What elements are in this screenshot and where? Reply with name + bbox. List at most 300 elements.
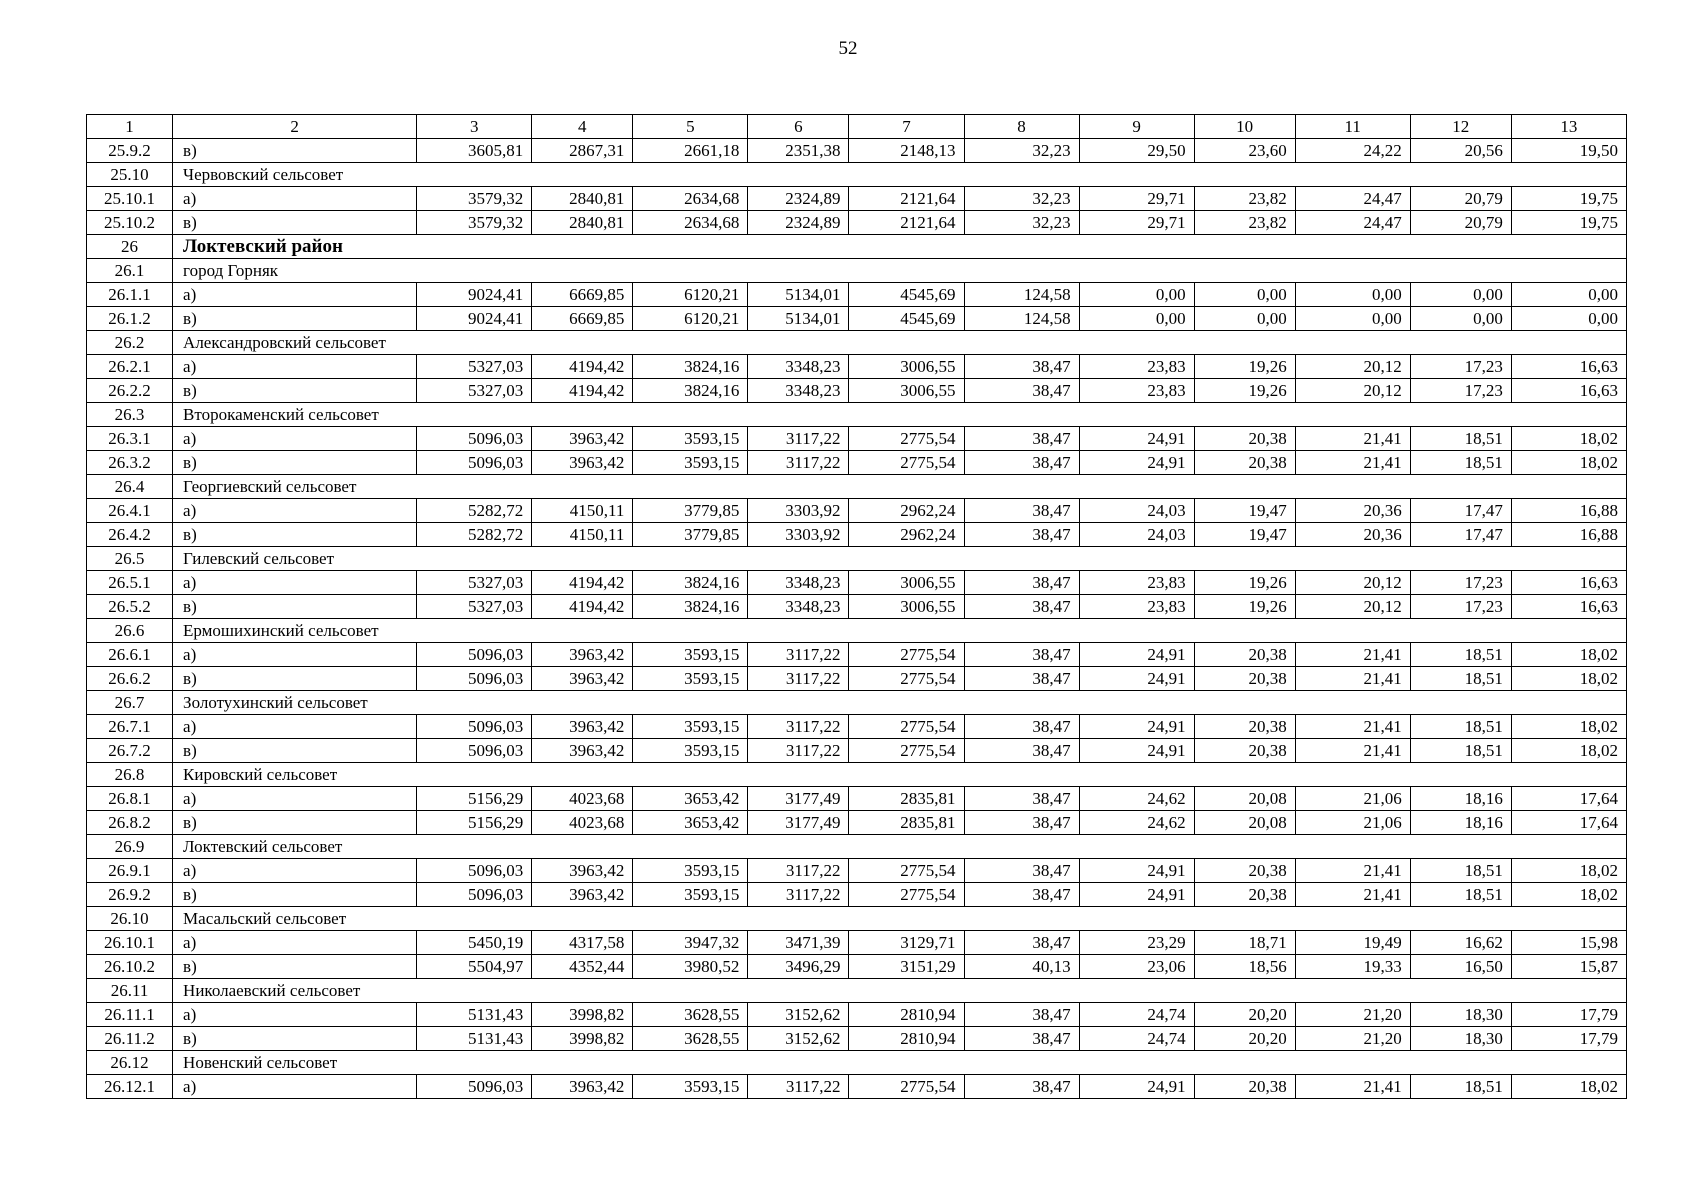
value-cell: 3006,55 xyxy=(849,571,964,595)
value-cell: 2775,54 xyxy=(849,883,964,907)
value-cell: 16,50 xyxy=(1410,955,1511,979)
value-cell: 3779,85 xyxy=(633,499,748,523)
value-cell: 4023,68 xyxy=(532,787,633,811)
value-cell: 3348,23 xyxy=(748,379,849,403)
value-cell: 23,06 xyxy=(1079,955,1194,979)
row-code-cell: 26.3 xyxy=(87,403,173,427)
row-code-cell: 26.1 xyxy=(87,259,173,283)
section-title-cell: Новенский сельсовет xyxy=(173,1051,1627,1075)
value-cell: 3579,32 xyxy=(417,211,532,235)
table-row xyxy=(87,355,1627,379)
table-row xyxy=(87,1075,1627,1099)
value-cell: 21,41 xyxy=(1295,643,1410,667)
value-cell: 0,00 xyxy=(1295,307,1410,331)
row-code-cell: 26.10.2 xyxy=(87,955,173,979)
value-cell: 3117,22 xyxy=(748,883,849,907)
value-cell: 38,47 xyxy=(964,1003,1079,1027)
row-code-cell: 26.11 xyxy=(87,979,173,1003)
row-code-cell: 26.5 xyxy=(87,547,173,571)
value-cell: 20,12 xyxy=(1295,355,1410,379)
value-cell: 38,47 xyxy=(964,379,1079,403)
value-cell: 38,47 xyxy=(964,523,1079,547)
value-cell: 17,79 xyxy=(1511,1027,1626,1051)
value-cell: 17,23 xyxy=(1410,379,1511,403)
row-code-cell: 26.6 xyxy=(87,619,173,643)
section-row xyxy=(87,619,1627,643)
value-cell: 18,30 xyxy=(1410,1027,1511,1051)
value-cell: 2775,54 xyxy=(849,859,964,883)
section-title-cell: Кировский сельсовет xyxy=(173,763,1627,787)
value-cell: 9024,41 xyxy=(417,307,532,331)
row-code-cell: 26.4 xyxy=(87,475,173,499)
value-cell: 2867,31 xyxy=(532,139,633,163)
table-row xyxy=(87,955,1627,979)
row-label-cell: а) xyxy=(173,787,417,811)
value-cell: 24,91 xyxy=(1079,739,1194,763)
value-cell: 3653,42 xyxy=(633,787,748,811)
row-label-cell: в) xyxy=(173,595,417,619)
value-cell: 38,47 xyxy=(964,787,1079,811)
value-cell: 5282,72 xyxy=(417,499,532,523)
value-cell: 18,02 xyxy=(1511,643,1626,667)
value-cell: 24,47 xyxy=(1295,187,1410,211)
row-code-cell: 26.12 xyxy=(87,1051,173,1075)
value-cell: 23,82 xyxy=(1194,187,1295,211)
value-cell: 3963,42 xyxy=(532,739,633,763)
value-cell: 5096,03 xyxy=(417,883,532,907)
header-cell: 6 xyxy=(748,115,849,139)
row-code-cell: 25.10 xyxy=(87,163,173,187)
row-code-cell: 26.11.2 xyxy=(87,1027,173,1051)
table-row xyxy=(87,739,1627,763)
value-cell: 3177,49 xyxy=(748,811,849,835)
row-code-cell: 26.9.2 xyxy=(87,883,173,907)
value-cell: 20,56 xyxy=(1410,139,1511,163)
value-cell: 2810,94 xyxy=(849,1027,964,1051)
value-cell: 5156,29 xyxy=(417,787,532,811)
value-cell: 3963,42 xyxy=(532,451,633,475)
value-cell: 3129,71 xyxy=(849,931,964,955)
value-cell: 24,91 xyxy=(1079,451,1194,475)
value-cell: 18,71 xyxy=(1194,931,1295,955)
value-cell: 0,00 xyxy=(1410,307,1511,331)
row-code-cell: 26.8.1 xyxy=(87,787,173,811)
value-cell: 3779,85 xyxy=(633,523,748,547)
value-cell: 21,06 xyxy=(1295,787,1410,811)
header-cell: 2 xyxy=(173,115,417,139)
table-row xyxy=(87,667,1627,691)
row-label-cell: в) xyxy=(173,211,417,235)
value-cell: 5096,03 xyxy=(417,451,532,475)
value-cell: 5096,03 xyxy=(417,427,532,451)
value-cell: 24,74 xyxy=(1079,1027,1194,1051)
value-cell: 18,02 xyxy=(1511,859,1626,883)
section-title-cell: Масальский сельсовет xyxy=(173,907,1627,931)
value-cell: 38,47 xyxy=(964,1075,1079,1099)
row-label-cell: в) xyxy=(173,955,417,979)
table-row xyxy=(87,931,1627,955)
value-cell: 20,38 xyxy=(1194,739,1295,763)
section-title-cell: Ермошихинский сельсовет xyxy=(173,619,1627,643)
table-row xyxy=(87,139,1627,163)
value-cell: 3117,22 xyxy=(748,739,849,763)
value-cell: 3824,16 xyxy=(633,379,748,403)
value-cell: 38,47 xyxy=(964,667,1079,691)
row-code-cell: 26.7 xyxy=(87,691,173,715)
value-cell: 38,47 xyxy=(964,931,1079,955)
value-cell: 21,41 xyxy=(1295,667,1410,691)
value-cell: 32,23 xyxy=(964,187,1079,211)
value-cell: 3980,52 xyxy=(633,955,748,979)
value-cell: 0,00 xyxy=(1511,283,1626,307)
value-cell: 3117,22 xyxy=(748,1075,849,1099)
row-code-cell: 26.8.2 xyxy=(87,811,173,835)
value-cell: 15,98 xyxy=(1511,931,1626,955)
value-cell: 2324,89 xyxy=(748,211,849,235)
value-cell: 2835,81 xyxy=(849,811,964,835)
value-cell: 21,41 xyxy=(1295,739,1410,763)
value-cell: 6120,21 xyxy=(633,283,748,307)
value-cell: 3593,15 xyxy=(633,883,748,907)
row-label-cell: а) xyxy=(173,715,417,739)
header-cell: 8 xyxy=(964,115,1079,139)
value-cell: 4150,11 xyxy=(532,523,633,547)
section-title-cell: Локтевский сельсовет xyxy=(173,835,1627,859)
value-cell: 20,12 xyxy=(1295,571,1410,595)
value-cell: 16,88 xyxy=(1511,523,1626,547)
row-code-cell: 26.4.1 xyxy=(87,499,173,523)
value-cell: 20,38 xyxy=(1194,715,1295,739)
value-cell: 24,91 xyxy=(1079,427,1194,451)
row-label-cell: а) xyxy=(173,499,417,523)
value-cell: 19,47 xyxy=(1194,499,1295,523)
value-cell: 24,91 xyxy=(1079,643,1194,667)
value-cell: 3593,15 xyxy=(633,451,748,475)
value-cell: 38,47 xyxy=(964,571,1079,595)
value-cell: 2810,94 xyxy=(849,1003,964,1027)
value-cell: 5282,72 xyxy=(417,523,532,547)
value-cell: 38,47 xyxy=(964,451,1079,475)
value-cell: 2835,81 xyxy=(849,787,964,811)
value-cell: 4317,58 xyxy=(532,931,633,955)
value-cell: 29,71 xyxy=(1079,211,1194,235)
value-cell: 16,63 xyxy=(1511,355,1626,379)
value-cell: 5096,03 xyxy=(417,739,532,763)
value-cell: 3628,55 xyxy=(633,1027,748,1051)
value-cell: 23,60 xyxy=(1194,139,1295,163)
value-cell: 3006,55 xyxy=(849,595,964,619)
value-cell: 21,06 xyxy=(1295,811,1410,835)
value-cell: 24,91 xyxy=(1079,1075,1194,1099)
value-cell: 3947,32 xyxy=(633,931,748,955)
row-code-cell: 26.5.1 xyxy=(87,571,173,595)
row-label-cell: в) xyxy=(173,667,417,691)
section-title-cell: Гилевский сельсовет xyxy=(173,547,1627,571)
value-cell: 23,29 xyxy=(1079,931,1194,955)
value-cell: 2775,54 xyxy=(849,739,964,763)
value-cell: 20,79 xyxy=(1410,211,1511,235)
table-row xyxy=(87,1027,1627,1051)
row-code-cell: 26.11.1 xyxy=(87,1003,173,1027)
table-header-row xyxy=(87,115,1627,139)
value-cell: 18,51 xyxy=(1410,643,1511,667)
row-code-cell: 26.2 xyxy=(87,331,173,355)
value-cell: 3963,42 xyxy=(532,859,633,883)
value-cell: 24,91 xyxy=(1079,715,1194,739)
table-row xyxy=(87,211,1627,235)
value-cell: 9024,41 xyxy=(417,283,532,307)
value-cell: 38,47 xyxy=(964,715,1079,739)
section-row xyxy=(87,691,1627,715)
value-cell: 18,02 xyxy=(1511,667,1626,691)
row-code-cell: 26.2.1 xyxy=(87,355,173,379)
value-cell: 3653,42 xyxy=(633,811,748,835)
section-title-cell: Локтевский район xyxy=(173,235,1627,259)
row-code-cell: 26.8 xyxy=(87,763,173,787)
row-code-cell: 26.7.2 xyxy=(87,739,173,763)
value-cell: 20,38 xyxy=(1194,427,1295,451)
value-cell: 19,75 xyxy=(1511,211,1626,235)
value-cell: 5096,03 xyxy=(417,643,532,667)
value-cell: 3117,22 xyxy=(748,451,849,475)
value-cell: 19,49 xyxy=(1295,931,1410,955)
value-cell: 4194,42 xyxy=(532,379,633,403)
value-cell: 3593,15 xyxy=(633,643,748,667)
value-cell: 24,22 xyxy=(1295,139,1410,163)
header-cell: 12 xyxy=(1410,115,1511,139)
value-cell: 18,51 xyxy=(1410,1075,1511,1099)
value-cell: 3963,42 xyxy=(532,883,633,907)
value-cell: 2324,89 xyxy=(748,187,849,211)
value-cell: 17,64 xyxy=(1511,787,1626,811)
value-cell: 21,41 xyxy=(1295,859,1410,883)
value-cell: 5096,03 xyxy=(417,1075,532,1099)
row-label-cell: в) xyxy=(173,739,417,763)
value-cell: 16,63 xyxy=(1511,571,1626,595)
value-cell: 19,26 xyxy=(1194,595,1295,619)
value-cell: 3963,42 xyxy=(532,1075,633,1099)
value-cell: 24,62 xyxy=(1079,787,1194,811)
value-cell: 3593,15 xyxy=(633,859,748,883)
value-cell: 0,00 xyxy=(1295,283,1410,307)
table-row xyxy=(87,307,1627,331)
value-cell: 18,02 xyxy=(1511,451,1626,475)
value-cell: 18,51 xyxy=(1410,715,1511,739)
header-cell: 1 xyxy=(87,115,173,139)
value-cell: 17,23 xyxy=(1410,355,1511,379)
value-cell: 3117,22 xyxy=(748,859,849,883)
row-label-cell: в) xyxy=(173,883,417,907)
value-cell: 18,51 xyxy=(1410,859,1511,883)
value-cell: 18,16 xyxy=(1410,787,1511,811)
value-cell: 4545,69 xyxy=(849,307,964,331)
value-cell: 38,47 xyxy=(964,859,1079,883)
value-cell: 21,41 xyxy=(1295,1075,1410,1099)
value-cell: 19,26 xyxy=(1194,379,1295,403)
table-row xyxy=(87,283,1627,307)
value-cell: 3348,23 xyxy=(748,595,849,619)
value-cell: 3117,22 xyxy=(748,667,849,691)
value-cell: 38,47 xyxy=(964,643,1079,667)
header-cell: 7 xyxy=(849,115,964,139)
value-cell: 0,00 xyxy=(1194,307,1295,331)
value-cell: 2775,54 xyxy=(849,1075,964,1099)
value-cell: 3963,42 xyxy=(532,715,633,739)
value-cell: 24,91 xyxy=(1079,667,1194,691)
value-cell: 3303,92 xyxy=(748,523,849,547)
value-cell: 5327,03 xyxy=(417,355,532,379)
table-body xyxy=(87,115,1627,1099)
value-cell: 38,47 xyxy=(964,499,1079,523)
row-label-cell: в) xyxy=(173,1027,417,1051)
value-cell: 2634,68 xyxy=(633,187,748,211)
section-title-cell: Александровский сельсовет xyxy=(173,331,1627,355)
value-cell: 19,75 xyxy=(1511,187,1626,211)
row-label-cell: а) xyxy=(173,355,417,379)
section-title-cell: Георгиевский сельсовет xyxy=(173,475,1627,499)
row-label-cell: а) xyxy=(173,1075,417,1099)
value-cell: 6669,85 xyxy=(532,283,633,307)
value-cell: 20,38 xyxy=(1194,859,1295,883)
value-cell: 5134,01 xyxy=(748,283,849,307)
value-cell: 18,51 xyxy=(1410,667,1511,691)
value-cell: 3628,55 xyxy=(633,1003,748,1027)
row-code-cell: 26.2.2 xyxy=(87,379,173,403)
value-cell: 0,00 xyxy=(1194,283,1295,307)
row-code-cell: 26.6.1 xyxy=(87,643,173,667)
value-cell: 3177,49 xyxy=(748,787,849,811)
table-row xyxy=(87,499,1627,523)
table-row xyxy=(87,715,1627,739)
value-cell: 4194,42 xyxy=(532,595,633,619)
section-row xyxy=(87,475,1627,499)
value-cell: 16,88 xyxy=(1511,499,1626,523)
row-label-cell: а) xyxy=(173,643,417,667)
row-code-cell: 26.6.2 xyxy=(87,667,173,691)
row-code-cell: 26.9.1 xyxy=(87,859,173,883)
row-label-cell: в) xyxy=(173,811,417,835)
table-row xyxy=(87,187,1627,211)
value-cell: 18,16 xyxy=(1410,811,1511,835)
value-cell: 24,91 xyxy=(1079,859,1194,883)
row-code-cell: 26.10.1 xyxy=(87,931,173,955)
value-cell: 19,47 xyxy=(1194,523,1295,547)
value-cell: 2775,54 xyxy=(849,451,964,475)
value-cell: 3824,16 xyxy=(633,355,748,379)
value-cell: 18,02 xyxy=(1511,883,1626,907)
value-cell: 2775,54 xyxy=(849,643,964,667)
table-row xyxy=(87,571,1627,595)
value-cell: 5096,03 xyxy=(417,667,532,691)
section-title-cell: Николаевский сельсовет xyxy=(173,979,1627,1003)
value-cell: 21,41 xyxy=(1295,715,1410,739)
value-cell: 23,83 xyxy=(1079,379,1194,403)
value-cell: 5131,43 xyxy=(417,1027,532,1051)
value-cell: 3593,15 xyxy=(633,715,748,739)
value-cell: 17,79 xyxy=(1511,1003,1626,1027)
section-title-cell: город Горняк xyxy=(173,259,1627,283)
value-cell: 20,38 xyxy=(1194,451,1295,475)
header-cell: 10 xyxy=(1194,115,1295,139)
section-title-cell: Золотухинский сельсовет xyxy=(173,691,1627,715)
section-row xyxy=(87,979,1627,1003)
value-cell: 32,23 xyxy=(964,139,1079,163)
value-cell: 20,38 xyxy=(1194,667,1295,691)
value-cell: 19,26 xyxy=(1194,571,1295,595)
value-cell: 20,38 xyxy=(1194,643,1295,667)
value-cell: 32,23 xyxy=(964,211,1079,235)
row-code-cell: 26.4.2 xyxy=(87,523,173,547)
value-cell: 124,58 xyxy=(964,307,1079,331)
row-code-cell: 26.1.2 xyxy=(87,307,173,331)
section-row xyxy=(87,907,1627,931)
section-row xyxy=(87,1051,1627,1075)
value-cell: 3151,29 xyxy=(849,955,964,979)
value-cell: 3824,16 xyxy=(633,595,748,619)
value-cell: 20,12 xyxy=(1295,379,1410,403)
table-row xyxy=(87,787,1627,811)
value-cell: 2351,38 xyxy=(748,139,849,163)
value-cell: 17,47 xyxy=(1410,499,1511,523)
value-cell: 20,12 xyxy=(1295,595,1410,619)
value-cell: 2121,64 xyxy=(849,211,964,235)
value-cell: 3998,82 xyxy=(532,1003,633,1027)
value-cell: 2661,18 xyxy=(633,139,748,163)
value-cell: 3152,62 xyxy=(748,1003,849,1027)
value-cell: 3824,16 xyxy=(633,571,748,595)
header-cell: 3 xyxy=(417,115,532,139)
value-cell: 38,47 xyxy=(964,739,1079,763)
section-title-cell: Червовский сельсовет xyxy=(173,163,1627,187)
value-cell: 124,58 xyxy=(964,283,1079,307)
value-cell: 6120,21 xyxy=(633,307,748,331)
section-title-cell: Второкаменский сельсовет xyxy=(173,403,1627,427)
value-cell: 4150,11 xyxy=(532,499,633,523)
row-code-cell: 26.7.1 xyxy=(87,715,173,739)
value-cell: 18,51 xyxy=(1410,883,1511,907)
value-cell: 5096,03 xyxy=(417,715,532,739)
district-row xyxy=(87,235,1627,259)
value-cell: 3593,15 xyxy=(633,1075,748,1099)
value-cell: 5327,03 xyxy=(417,379,532,403)
value-cell: 19,33 xyxy=(1295,955,1410,979)
value-cell: 18,02 xyxy=(1511,715,1626,739)
value-cell: 17,23 xyxy=(1410,571,1511,595)
value-cell: 20,08 xyxy=(1194,787,1295,811)
row-label-cell: а) xyxy=(173,859,417,883)
row-label-cell: в) xyxy=(173,451,417,475)
value-cell: 0,00 xyxy=(1511,307,1626,331)
table-row xyxy=(87,883,1627,907)
row-code-cell: 26.3.2 xyxy=(87,451,173,475)
value-cell: 24,03 xyxy=(1079,499,1194,523)
row-label-cell: в) xyxy=(173,523,417,547)
value-cell: 15,87 xyxy=(1511,955,1626,979)
value-cell: 24,74 xyxy=(1079,1003,1194,1027)
value-cell: 6669,85 xyxy=(532,307,633,331)
value-cell: 2962,24 xyxy=(849,523,964,547)
header-cell: 4 xyxy=(532,115,633,139)
table-row xyxy=(87,859,1627,883)
value-cell: 21,20 xyxy=(1295,1027,1410,1051)
value-cell: 0,00 xyxy=(1410,283,1511,307)
table-row xyxy=(87,451,1627,475)
value-cell: 18,30 xyxy=(1410,1003,1511,1027)
value-cell: 5131,43 xyxy=(417,1003,532,1027)
row-label-cell: а) xyxy=(173,283,417,307)
value-cell: 24,91 xyxy=(1079,883,1194,907)
value-cell: 2775,54 xyxy=(849,715,964,739)
